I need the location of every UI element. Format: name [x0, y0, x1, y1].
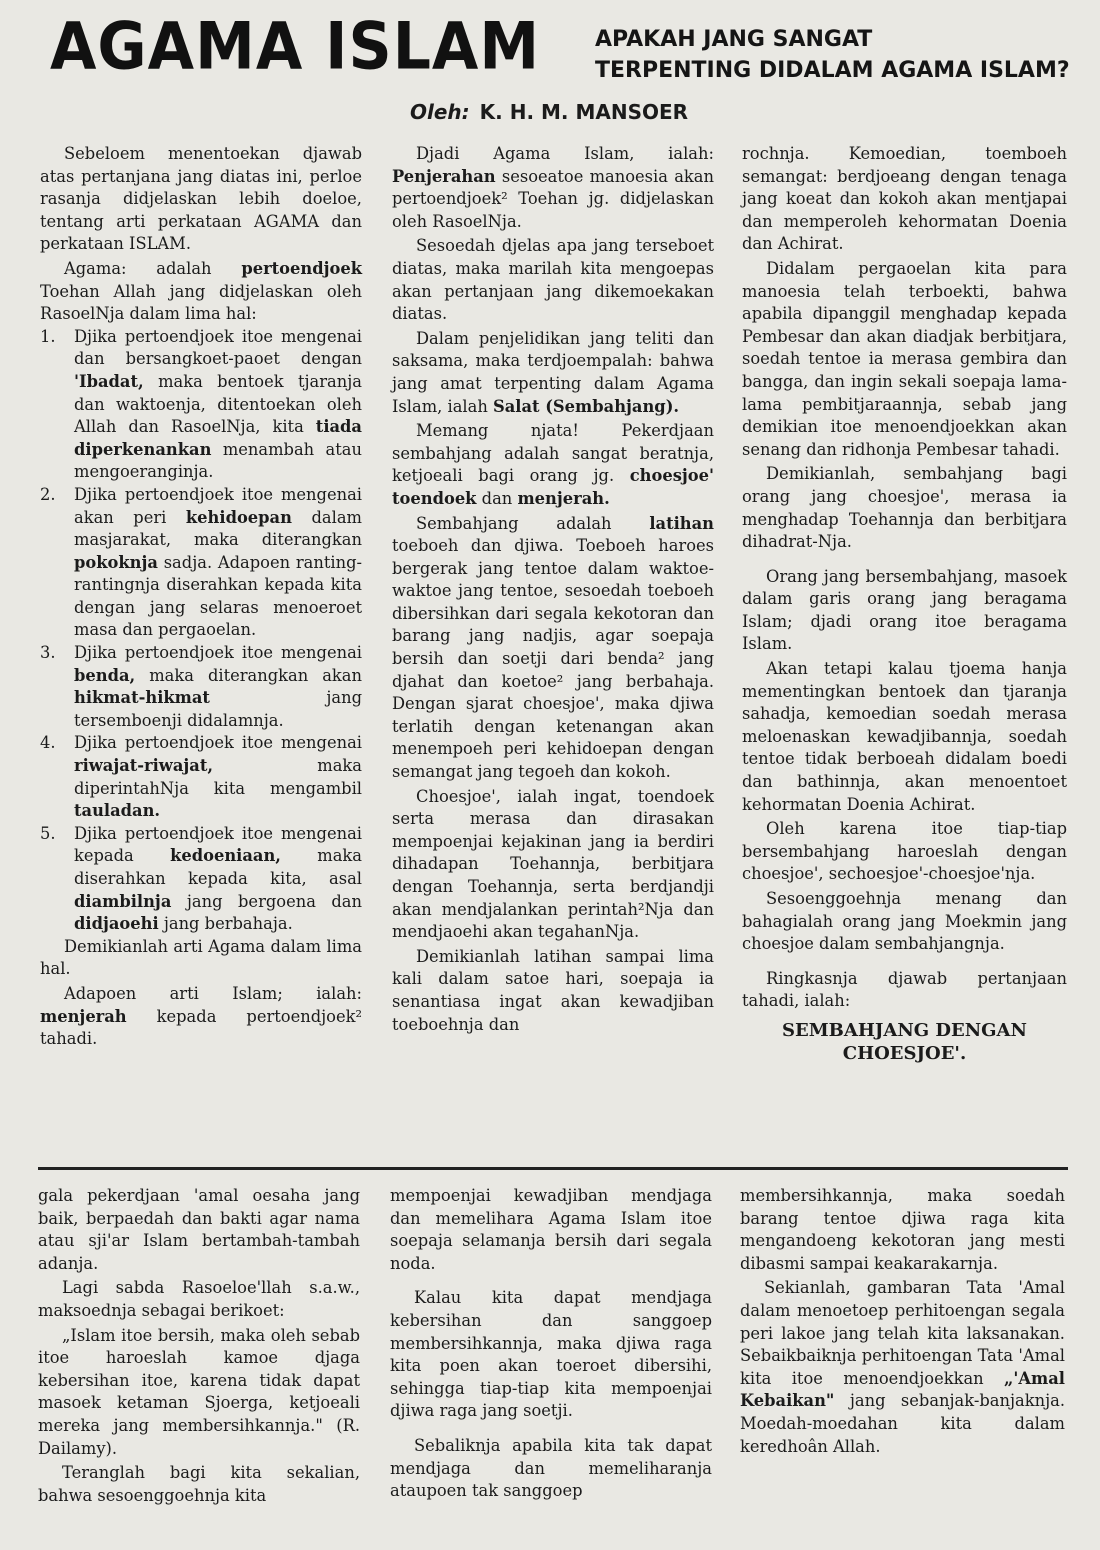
paragraph: Ringkasnja djawab pertanjaan tahadi, ialah: — [742, 968, 1067, 1011]
conclusion-line-2: CHOESJOE'. — [842, 1042, 967, 1064]
divider — [38, 1167, 1068, 1170]
bottom-column-1 — [38, 1185, 360, 1507]
paragraph: Demikianlah arti Agama dalam lima hal. — [40, 936, 362, 979]
article-title: AGAMA ISLAM — [50, 9, 541, 85]
list-item: 3. Djika pertoendjoek itoe mengenai benda, maka diterangkan akan hikmat-hikmat jang tersemboenji didalamnja. — [40, 643, 362, 730]
paragraph: Agama: adalah pertoendjoek Toehan Allah jang didjelaskan oleh RasoelNja dalam lima hal: — [40, 258, 362, 324]
paragraph: Teranglah bagi kita sekalian, bahwa sesoenggoehnja kita — [38, 1463, 360, 1505]
paragraph: Orang jang bersembahjang, masoek dalam garis orang jang beragama Islam; djadi orang itoe beragama Islam. — [742, 566, 1067, 654]
paragraph: Sekianlah, gambaran Tata 'Amal dalam menoetoep perhitoengan segala peri lakoe jang telah kita laksanakan. Sebaikbaiknja perhitoengan Tata 'Amal kita itoe menoendjoekkan „'Amal Kebaikan" jang sebanjak-banjaknja. Moedah-moedahan kita dalam keredhoân Allah. — [740, 1278, 1065, 1456]
list-item: 1. Djika pertoendjoek itoe mengenai dan bersangkoet-paoet dengan 'Ibadat, maka bentoek tjaranja dan waktoenja, ditentoekan oleh Allah dan RasoelNja, kita tiada diperkenankan menambah atau mengoeranginja. — [40, 326, 362, 482]
byline — [410, 100, 688, 124]
list-item: 5. Djika pertoendjoek itoe mengenai kepada kedoeniaan, maka diserahkan kepada kita, asal diambilnja jang bergoena dan didjaoehi jang berbahaja. — [40, 823, 362, 934]
paragraph: Memang njata! Pekerdjaan sembahjang adalah sangat beratnja, ketjoeali bagi orang jg. choesjoe' toendoek dan menjerah. — [392, 421, 714, 508]
author-name: K. H. M. MANSOER — [479, 100, 689, 124]
paragraph: Demikianlah latihan sampai lima kali dalam satoe hari, soepaja ia senantiasa ingat akan kewadjiban toeboehnja dan — [392, 946, 714, 1034]
paragraph: gala pekerdjaan 'amal oesaha jang baik, berpaedah dan bakti agar nama atau sji'ar Islam bertambah-tambah adanja. — [38, 1186, 360, 1273]
paragraph: Adapoen arti Islam; ialah: menjerah kepada pertoendjoek² tahadi. — [40, 983, 362, 1049]
paragraph: Dalam penjelidikan jang teliti dan saksama, maka terdjoempalah: bahwa jang amat terpenting dalam Agama Islam, ialah Salat (Sembahjang). — [392, 328, 714, 416]
paragraph: Oleh karena itoe tiap-tiap bersembahjang haroeslah dengan choesjoe', sechoesjoe'-choesjoe'nja. — [742, 819, 1067, 884]
article-subtitle — [595, 24, 1070, 86]
paragraph: Sesoenggoehnja menang dan bahagialah orang jang Moekmin jang choesjoe dalam sembahjangnja. — [742, 889, 1067, 954]
paragraph: Djadi Agama Islam, ialah: Penjerahan sesoeatoe manoesia akan pertoendjoek² Toehan jg. didjelaskan oleh RasoelNja. — [392, 144, 714, 231]
paragraph: membersihkannja, maka soedah barang tentoe djiwa raga kita mengandoeng kekotoran jang mesti dibasmi sampai keakarakarnja. — [740, 1186, 1065, 1273]
conclusion — [742, 1019, 1067, 1065]
paragraph: Sesoedah djelas apa jang terseboet diatas, maka marilah kita mengoepas akan pertanjaan jang dikemoekakan diatas. — [392, 236, 714, 324]
column-3 — [742, 143, 1067, 1065]
quote-paragraph: „Islam itoe bersih, maka oleh sebab itoe haroeslah kamoe djaga kebersihan itoe, karena tidak dapat masoek ketaman Sjoerga, ketjoeali mereka jang membersihkannja." (R. Dailamy). — [38, 1325, 360, 1458]
column-2 — [392, 143, 714, 1036]
paragraph: Choesjoe', ialah ingat, toendoek serta merasa dan dirasakan mempoenjai kejakinan jang ia berdiri dihadapan Toehannja, berbitjara dengan Toehannja, serta berdjandji akan mendjalankan perintah²Nja dan mendjaoehi akan tegahanNja. — [392, 786, 714, 942]
bottom-column-2 — [390, 1185, 712, 1503]
paragraph: Demikianlah, sembahjang bagi orang jang choesjoe', merasa ia menghadap Toehannja dan berbitjara dihadrat-Nja. — [742, 464, 1067, 552]
column-1 — [40, 143, 362, 1051]
subtitle-line-1: APAKAH JANG SANGAT — [595, 27, 873, 52]
paragraph: Sembahjang adalah latihan toeboeh dan djiwa. Toeboeh haroes bergerak jang tentoe dalam waktoe-waktoe jang tentoe, sesoedah toeboeh dibersihkan dari segala kekotoran dan barang jang nadjis, agar soepaja bersih dan soetji dari benda² jang djahat dan koetoe² jang berbahaja. Dengan sjarat choesjoe', maka djiwa terlatih dengan ketenangan akan menempoeh peri kehidoepan dengan semangat jang tegoeh dan kokoh. — [392, 513, 714, 782]
subtitle-line-2: TERPENTING DIDALAM AGAMA ISLAM? — [595, 58, 1070, 83]
masthead — [50, 9, 1070, 88]
conclusion-line-1: SEMBAHJANG DENGAN — [782, 1019, 1027, 1041]
paragraph: Lagi sabda Rasoeloe'llah s.a.w., maksoednja sebagai berikoet: — [38, 1278, 360, 1320]
paragraph: mempoenjai kewadjiban mendjaga dan memelihara Agama Islam itoe soepaja selamanja bersih dari segala noda. — [390, 1186, 712, 1273]
paragraph: Didalam pergaoelan kita para manoesia telah terboekti, bahwa apabila dipanggil menghadap kepada Pembesar dan akan diadjak berbitjara, soedah tentoe ia merasa gembira dan bangga, dan ingin sekali soepaja lama-lama pembitjaraannja, sebab jang demikian itoe menoendjoekkan akan senang dan ridhonja Pembesar tahadi. — [742, 258, 1067, 459]
paragraph: Kalau kita dapat mendjaga kebersihan dan sanggoep membersihkannja, maka djiwa raga kita poen akan toeroet dibersihi, sehingga tiap-tiap kita mempoenjai djiwa raga jang soetji. — [390, 1288, 712, 1421]
list-item: 2. Djika pertoendjoek itoe mengenai akan peri kehidoepan dalam masjarakat, maka diterangkan pokoknja sadja. Adapoen ranting-rantingnja diserahkan kepada kita dengan jang selaras menoeroet masa dan pergaoelan. — [40, 484, 362, 640]
byline-prefix: Oleh: — [410, 100, 470, 124]
list-item: 4. Djika pertoendjoek itoe mengenai riwajat-riwajat, maka diperintahNja kita mengambil tauladan. — [40, 733, 362, 821]
paragraph: Sebeloem menentoekan djawab atas pertanjana jang diatas ini, perloe rasanja didjelaskan lebih doeloe, tentang arti perkataan AGAMA dan perkataan ISLAM. — [40, 144, 362, 254]
paragraph: Akan tetapi kalau tjoema hanja mementingkan bentoek dan tjaranja sahadja, kemoedian soedah merasa meloenaskan kewadjibannja, soedah tentoe tidak berboeah didalam boedi dan bathinnja, akan menoentoet kehormatan Doenia Achirat. — [742, 659, 1067, 814]
paragraph: Sebaliknja apabila kita tak dapat mendjaga dan memeliharanja ataupoen tak sanggoep — [390, 1435, 712, 1501]
numbered-list — [40, 326, 362, 936]
paragraph: rochnja. Kemoedian, toemboeh semangat: berdjoeang dengan tenaga jang koeat dan kokoh akan mentjapai dan memperoleh kehormatan Doenia dan Achirat. — [742, 144, 1067, 254]
bottom-column-3 — [740, 1185, 1065, 1458]
